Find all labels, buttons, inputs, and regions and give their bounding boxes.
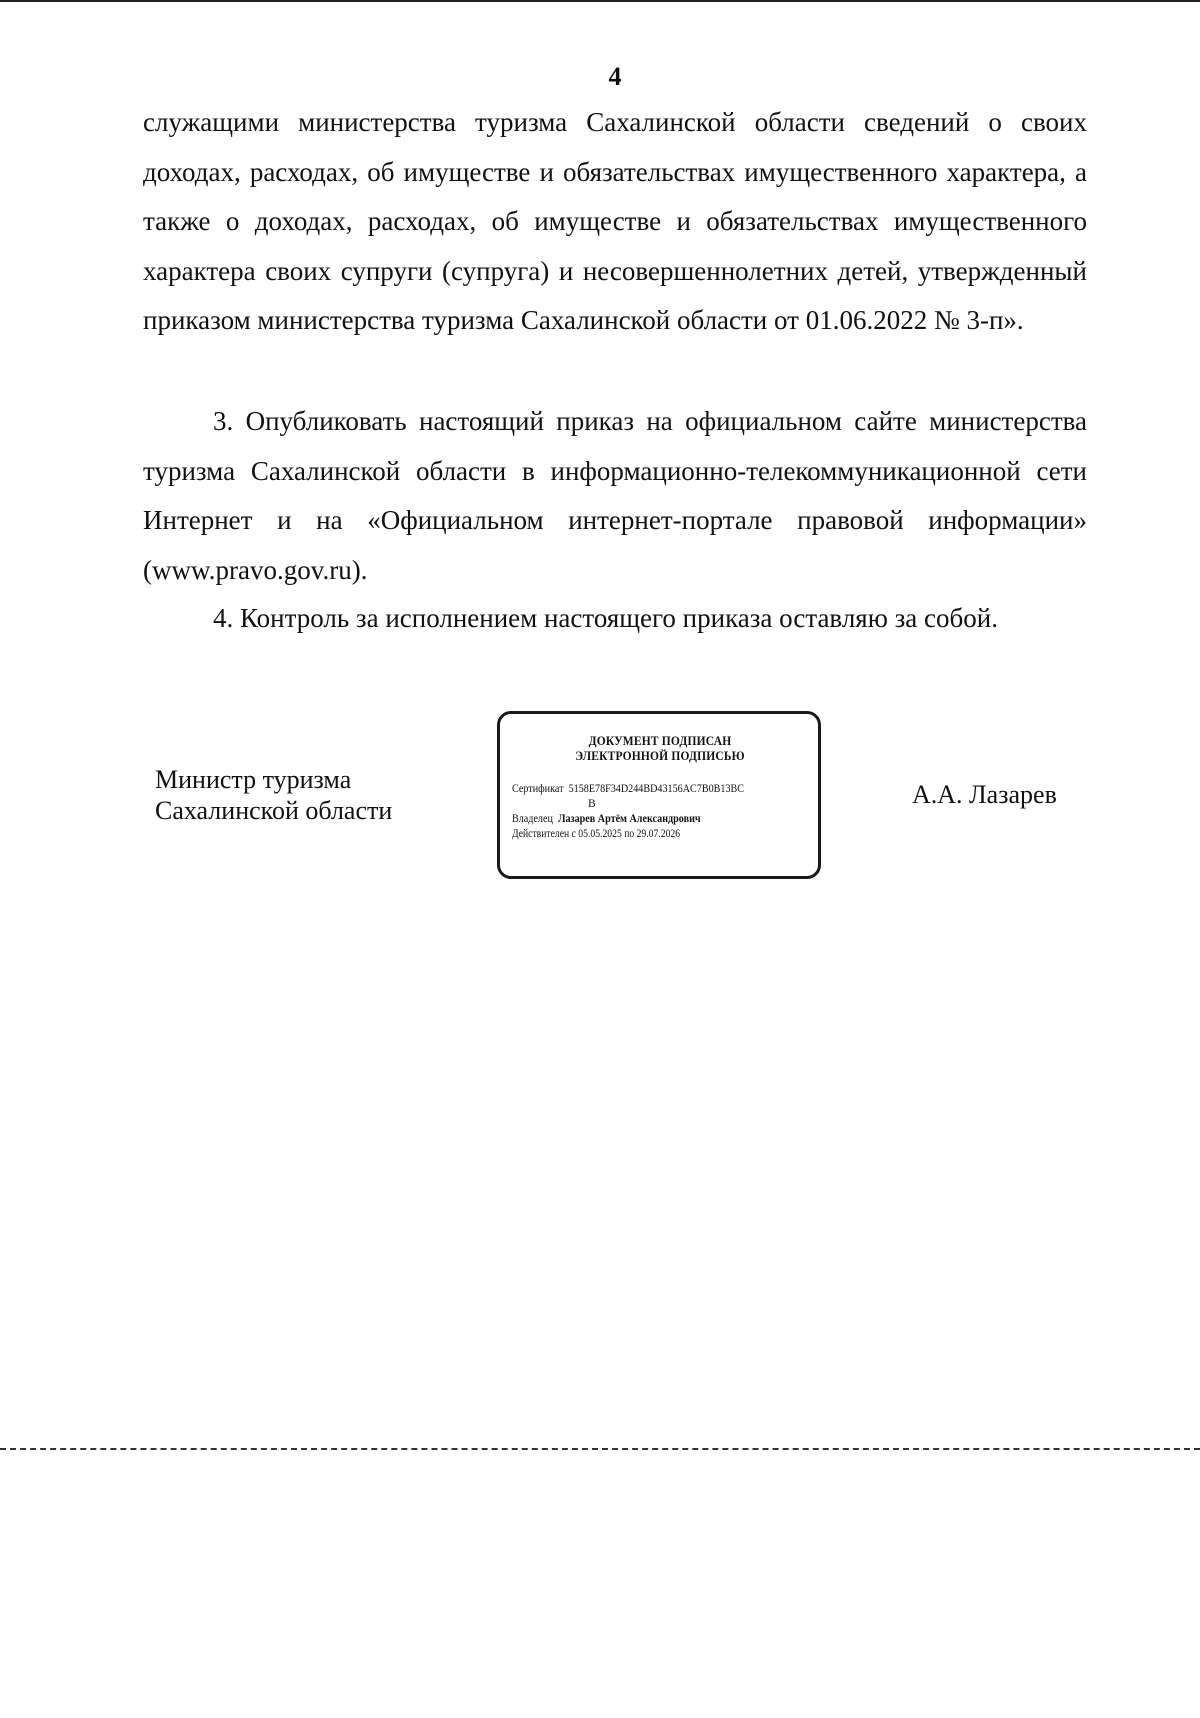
stamp-heading (524, 734, 796, 764)
page-number: 4 (608, 62, 622, 91)
stamp-certificate (512, 782, 772, 797)
top-edge-line (0, 0, 1200, 2)
stamp-heading-line2: ЭЛЕКТРОННОЙ ПОДПИСЬЮ (575, 749, 745, 763)
stamp-owner-label: Владелец (512, 813, 553, 825)
electronic-signature-stamp (497, 711, 821, 879)
stamp-certificate-tail: B (588, 798, 596, 810)
signatory-name: А.А. Лазарев (912, 780, 1057, 809)
paragraph-continuation-text: служащими министерства туризма Сахалинской области сведений о своих доходах, расходах, об имуществе и обязательствах имущественного характера, а также о доходах, расходах, об имуществе и обязательствах имущественного характера своих супруги (супруга) и несовершеннолетних детей, утвержденный приказом министерства туризма Сахалинской области от 01.06.2022 № 3-п». (143, 107, 1087, 335)
stamp-certificate-label: Сертификат (512, 783, 564, 795)
signatory-title-line1: Министр туризма (155, 765, 352, 794)
signatory-title-line2: Сахалинской области (155, 796, 393, 825)
paragraph-item-4 (143, 594, 1087, 644)
paragraph-continuation (143, 98, 1087, 346)
stamp-validity: Действителен с 05.05.2025 по 29.07.2026 (512, 828, 681, 840)
stamp-owner-name: Лазарев Артём Александрович (557, 813, 701, 825)
stamp-heading-line1: ДОКУМЕНТ ПОДПИСАН (588, 734, 732, 748)
signatory-title (155, 764, 392, 826)
paragraph-item-3 (143, 397, 1087, 595)
paragraph-item-4-text: 4. Контроль за исполнением настоящего приказа оставляю за собой. (213, 603, 998, 633)
stamp-certificate-value: 5158E78F34D244BD43156AC7B0B13BC (568, 783, 745, 795)
stamp-owner (512, 812, 772, 827)
scan-fold-line (0, 1448, 1200, 1450)
paragraph-item-3-text: 3. Опубликовать настоящий приказ на официальном сайте министерства туризма Сахалинской области в информационно-телекоммуникационной сети Интернет и на «Официальном интернет-портале правовой информации» (www.pravo.gov.ru). (143, 406, 1087, 585)
